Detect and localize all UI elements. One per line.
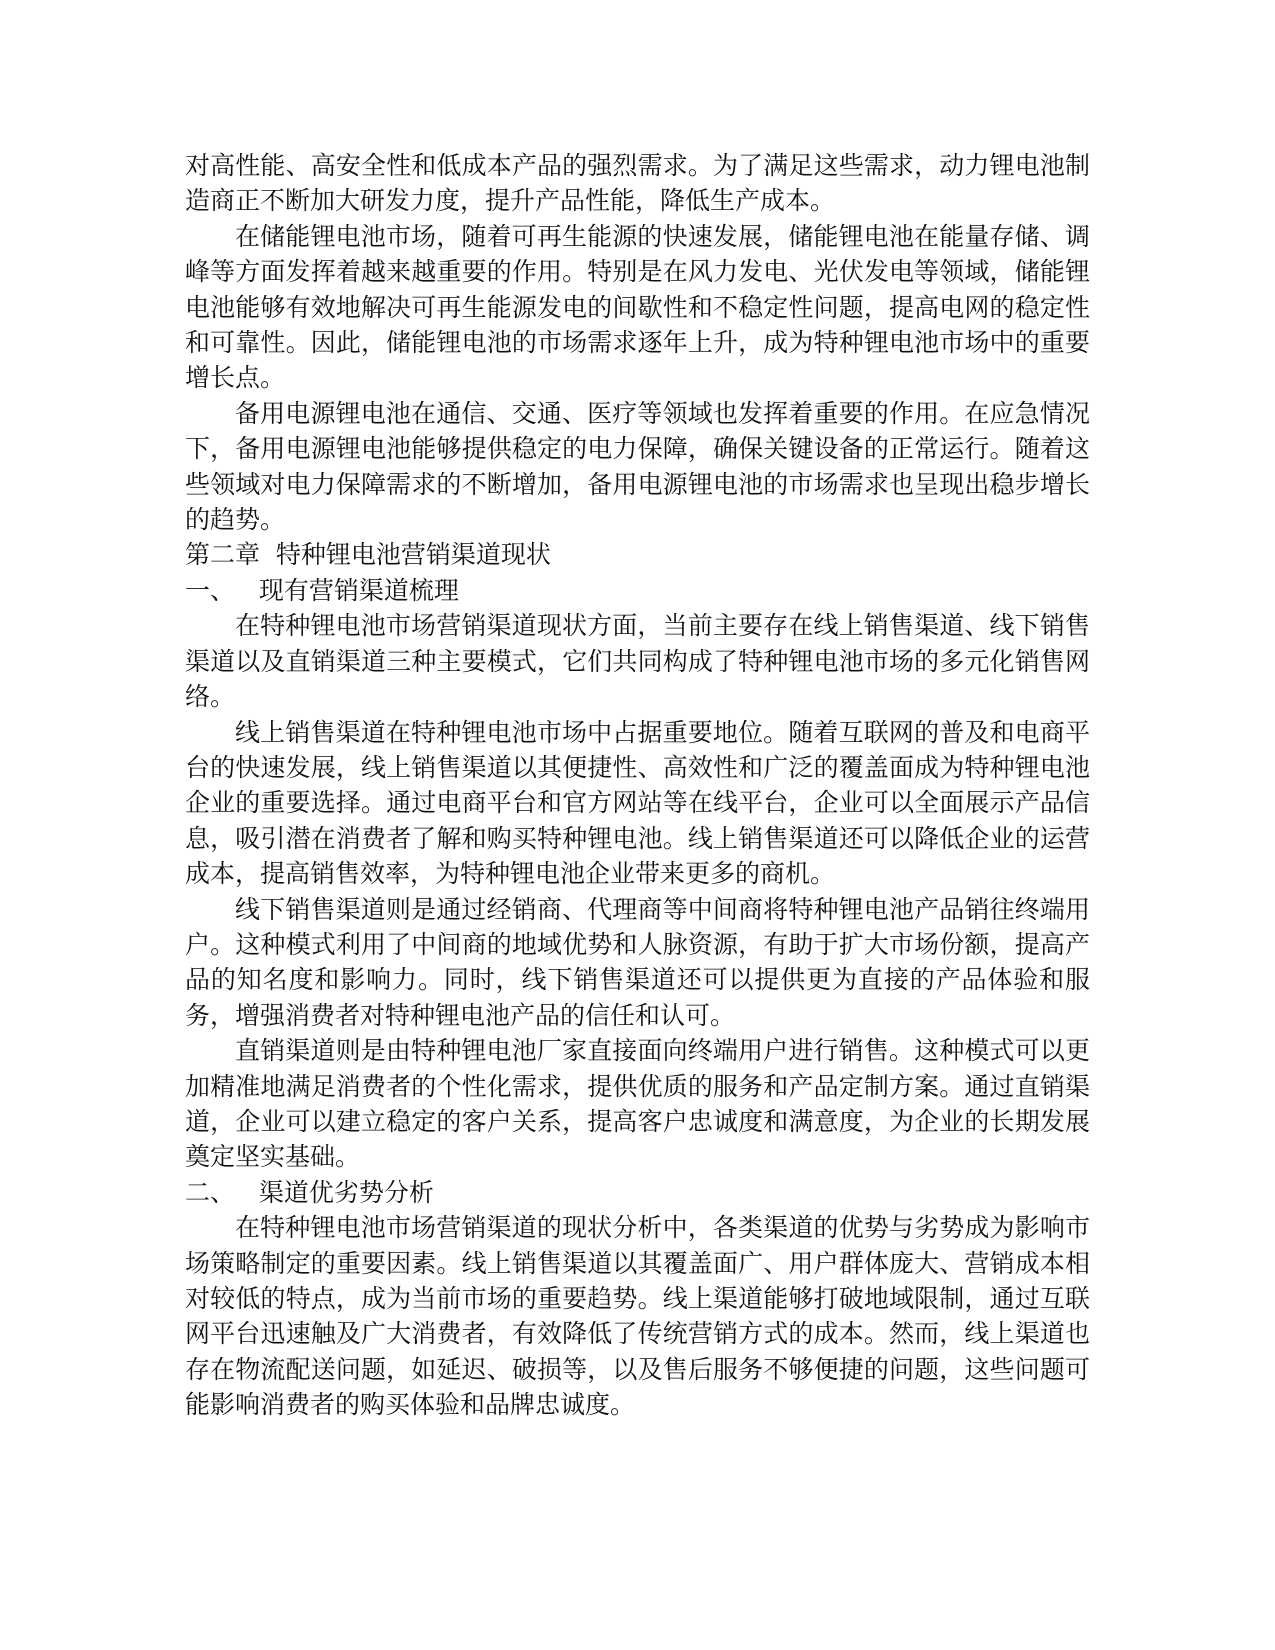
paragraph-backup-power: 备用电源锂电池在通信、交通、医疗等领域也发挥着重要的作用。在应急情况下，备用电源锂电池能够提供稳定的电力保障，确保关键设备的正常运行。随着这些领域对电力保障需求的不断增加，备用电源锂电池的市场需求也呈现出稳步增长的趋势。 xyxy=(185,398,1090,535)
paragraph-online-channel: 线上销售渠道在特种锂电池市场中占据重要地位。随着互联网的普及和电商平台的快速发展，线上销售渠道以其便捷性、高效性和广泛的覆盖面成为特种锂电池企业的重要选择。通过电商平台和官方网站等在线平台，企业可以全面展示产品信息，吸引潜在消费者了解和购买特种锂电池。线上销售渠道还可以降低企业的运营成本，提高销售效率，为特种锂电池企业带来更多的商机。 xyxy=(185,717,1090,889)
paragraph-offline-channel: 线下销售渠道则是通过经销商、代理商等中间商将特种锂电池产品销往终端用户。这种模式利用了中间商的地域优势和人脉资源，有助于扩大市场份额，提高产品的知名度和影响力。同时，线下销售渠道还可以提供更为直接的产品体验和服务，增强消费者对特种锂电池产品的信任和认可。 xyxy=(185,894,1090,1030)
section-heading-1: 一、 现有营销渠道梳理 xyxy=(185,575,459,605)
paragraph-channel-analysis: 在特种锂电池市场营销渠道的现状分析中，各类渠道的优势与劣势成为影响市场策略制定的重要因素。线上销售渠道以其覆盖面广、用户群体庞大、营销成本相对较低的特点，成为当前市场的重要趋势。线上渠道能够打破地域限制，通过互联网平台迅速触及广大消费者，有效降低了传统营销方式的成本。然而，线上渠道也存在物流配送问题，如延迟、破损等，以及售后服务不够便捷的问题，这些问题可能影响消费者的购买体验和品牌忠诚度。 xyxy=(185,1213,1090,1420)
paragraph-continued: 对高性能、高安全性和低成本产品的强烈需求。为了满足这些需求，动力锂电池制造商正不断加大研发力度，提升产品性能，降低生产成本。 xyxy=(185,151,1090,216)
document-page xyxy=(185,148,1090,1423)
paragraph-energy-storage: 在储能锂电池市场，随着可再生能源的快速发展，储能锂电池在能量存储、调峰等方面发挥着越来越重要的作用。特别是在风力发电、光伏发电等领域，储能锂电池能够有效地解决可再生能源发电的间歇性和不稳定性问题，提高电网的稳定性和可靠性。因此，储能锂电池的市场需求逐年上升，成为特种锂电池市场中的重要增长点。 xyxy=(185,221,1090,393)
paragraph-direct-channel: 直销渠道则是由特种锂电池厂家直接面向终端用户进行销售。这种模式可以更加精准地满足消费者的个性化需求，提供优质的服务和产品定制方案。通过直销渠道，企业可以建立稳定的客户关系，提高客户忠诚度和满意度，为企业的长期发展奠定坚实基础。 xyxy=(185,1036,1090,1172)
paragraph-channel-overview: 在特种锂电池市场营销渠道现状方面，当前主要存在线上销售渠道、线下销售渠道以及直销渠道三种主要模式，它们共同构成了特种锂电池市场的多元化销售网络。 xyxy=(185,611,1090,712)
section-heading-2: 二、 渠道优劣势分析 xyxy=(185,1177,434,1207)
chapter-heading: 第二章 特种锂电池营销渠道现状 xyxy=(185,540,551,570)
